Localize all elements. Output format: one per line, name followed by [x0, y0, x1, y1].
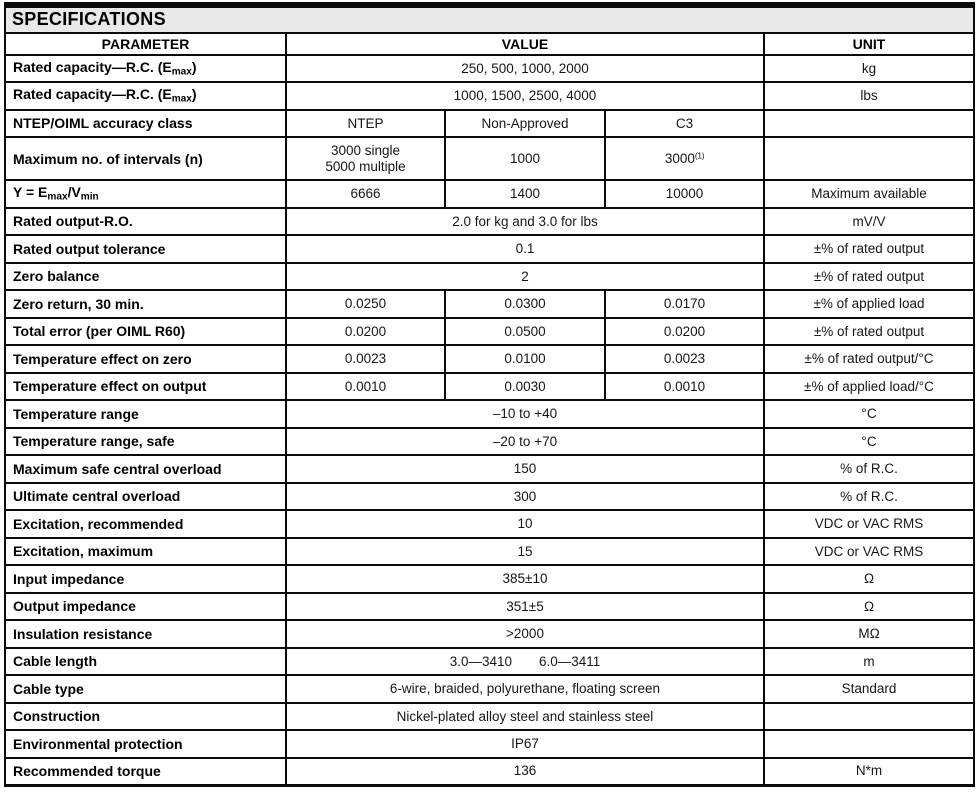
- unit-cell: ±% of applied load/°C: [764, 373, 974, 401]
- parameter-cell: Maximum safe central overload: [5, 455, 286, 483]
- parameter-cell: Maximum no. of intervals (n): [5, 137, 286, 180]
- unit-cell: Standard: [764, 675, 974, 703]
- parameter-label-mid: /V: [67, 184, 81, 201]
- value-cell: 300: [286, 483, 764, 511]
- unit-cell: kg: [764, 55, 974, 83]
- unit-cell: VDC or VAC RMS: [764, 538, 974, 566]
- spec-row-environmental-protection: [5, 730, 974, 758]
- value-cell: 2: [286, 263, 764, 291]
- value-cell: 1000, 1500, 2500, 4000: [286, 82, 764, 110]
- value-cell: 385±10: [286, 565, 764, 593]
- parameter-cell: Total error (per OIML R60): [5, 318, 286, 346]
- unit-cell: % of R.C.: [764, 455, 974, 483]
- spec-row-temp-range: [5, 400, 974, 428]
- column-header-row: [5, 33, 974, 55]
- spec-row-accuracy-class: [5, 110, 974, 138]
- parameter-label: Rated capacity—R.C. (E: [13, 86, 172, 103]
- spec-row-output-tolerance: [5, 235, 974, 263]
- spec-row-zero-balance: [5, 263, 974, 291]
- parameter-subscript: max: [47, 191, 68, 203]
- value-cell: IP67: [286, 730, 764, 758]
- parameter-cell: Cable type: [5, 675, 286, 703]
- table-title: SPECIFICATIONS: [5, 5, 974, 33]
- spec-row-cable-type: [5, 675, 974, 703]
- spec-row-insulation-resistance: [5, 620, 974, 648]
- value-text: 3000: [664, 150, 695, 166]
- value-cell: 6-wire, braided, polyurethane, floating screen: [286, 675, 764, 703]
- spec-row-excitation-recommended: [5, 510, 974, 538]
- parameter-cell: Excitation, recommended: [5, 510, 286, 538]
- spec-row-cable-length: [5, 648, 974, 676]
- spec-row-rated-capacity-kg: [5, 55, 974, 83]
- parameter-cell: Temperature effect on output: [5, 373, 286, 401]
- value-cell: –10 to +40: [286, 400, 764, 428]
- value-cell: >2000: [286, 620, 764, 648]
- parameter-cell: Zero balance: [5, 263, 286, 291]
- spec-row-safe-overload: [5, 455, 974, 483]
- parameter-subscript: max: [171, 66, 192, 78]
- parameter-cell: Rated output tolerance: [5, 235, 286, 263]
- value-cell: 351±5: [286, 593, 764, 621]
- parameter-cell: Input impedance: [5, 565, 286, 593]
- spec-row-total-error: [5, 318, 974, 346]
- parameter-cell: NTEP/OIML accuracy class: [5, 110, 286, 138]
- parameter-label: Rated capacity—R.C. (E: [13, 58, 172, 75]
- unit-cell: lbs: [764, 82, 974, 110]
- value-cell: 150: [286, 455, 764, 483]
- unit-cell: m: [764, 648, 974, 676]
- unit-cell: ±% of rated output: [764, 263, 974, 291]
- spec-row-input-impedance: [5, 565, 974, 593]
- spec-row-zero-return: [5, 290, 974, 318]
- value-cell: [286, 137, 445, 180]
- value-cell: Non-Approved: [445, 110, 605, 138]
- spec-row-temp-effect-output: [5, 373, 974, 401]
- parameter-cell: Construction: [5, 703, 286, 731]
- parameter-cell: Temperature range, safe: [5, 428, 286, 456]
- unit-cell: MΩ: [764, 620, 974, 648]
- value-cell: 6666: [286, 180, 445, 208]
- parameter-cell: Zero return, 30 min.: [5, 290, 286, 318]
- spec-row-temp-effect-zero: [5, 345, 974, 373]
- parameter-subscript: max: [171, 93, 192, 105]
- column-header-unit: UNIT: [764, 33, 974, 55]
- value-cell: 1400: [445, 180, 605, 208]
- value-cell: 0.0500: [445, 318, 605, 346]
- unit-cell: N*m: [764, 758, 974, 786]
- unit-cell: mV/V: [764, 208, 974, 236]
- column-header-parameter: PARAMETER: [5, 33, 286, 55]
- value-cell: 3.0—3410 6.0—3411: [286, 648, 764, 676]
- parameter-label-suffix: ): [191, 86, 197, 103]
- value-cell: 0.0200: [605, 318, 764, 346]
- parameter-cell: Environmental protection: [5, 730, 286, 758]
- unit-cell: [764, 137, 974, 180]
- unit-cell: % of R.C.: [764, 483, 974, 511]
- unit-cell: [764, 110, 974, 138]
- value-line: 3000 single: [330, 143, 401, 159]
- unit-cell: Maximum available: [764, 180, 974, 208]
- parameter-cell: Output impedance: [5, 593, 286, 621]
- value-cell: Nickel-plated alloy steel and stainless steel: [286, 703, 764, 731]
- spec-row-recommended-torque: [5, 758, 974, 786]
- unit-cell: Ω: [764, 593, 974, 621]
- parameter-cell: Ultimate central overload: [5, 483, 286, 511]
- value-cell: 0.0010: [286, 373, 445, 401]
- spec-row-output-impedance: [5, 593, 974, 621]
- value-cell: 136: [286, 758, 764, 786]
- parameter-cell: [5, 180, 286, 208]
- parameter-cell: [5, 82, 286, 110]
- value-cell: 0.0250: [286, 290, 445, 318]
- value-cell: 0.0030: [445, 373, 605, 401]
- value-line: 5000 multiple: [325, 158, 406, 174]
- column-header-value: VALUE: [286, 33, 764, 55]
- value-cell: 0.0023: [605, 345, 764, 373]
- unit-cell: ±% of rated output/°C: [764, 345, 974, 373]
- parameter-cell: Temperature effect on zero: [5, 345, 286, 373]
- spec-row-max-intervals: [5, 137, 974, 180]
- unit-cell: [764, 730, 974, 758]
- spec-row-excitation-maximum: [5, 538, 974, 566]
- spec-row-y-ratio: [5, 180, 974, 208]
- spec-row-rated-capacity-lbs: [5, 82, 974, 110]
- parameter-cell: [5, 55, 286, 83]
- spec-row-construction: [5, 703, 974, 731]
- parameter-cell: Excitation, maximum: [5, 538, 286, 566]
- value-cell: 2.0 for kg and 3.0 for lbs: [286, 208, 764, 236]
- unit-cell: °C: [764, 428, 974, 456]
- value-cell: NTEP: [286, 110, 445, 138]
- parameter-label-suffix: ): [191, 58, 197, 75]
- table-title-row: [5, 5, 974, 33]
- value-cell: 0.0023: [286, 345, 445, 373]
- footnote-marker: (1): [694, 150, 705, 161]
- parameter-cell: Rated output-R.O.: [5, 208, 286, 236]
- value-cell: 15: [286, 538, 764, 566]
- spec-row-ultimate-overload: [5, 483, 974, 511]
- value-cell: 250, 500, 1000, 2000: [286, 55, 764, 83]
- parameter-label: Y = E: [13, 184, 48, 201]
- unit-cell: °C: [764, 400, 974, 428]
- value-cell: 0.0010: [605, 373, 764, 401]
- parameter-cell: Recommended torque: [5, 758, 286, 786]
- unit-cell: [764, 703, 974, 731]
- value-cell: C3: [605, 110, 764, 138]
- parameter-cell: Temperature range: [5, 400, 286, 428]
- unit-cell: ±% of applied load: [764, 290, 974, 318]
- spec-row-temp-range-safe: [5, 428, 974, 456]
- specifications-table: [4, 2, 975, 787]
- value-cell: 0.0200: [286, 318, 445, 346]
- value-cell: 10000: [605, 180, 764, 208]
- unit-cell: Ω: [764, 565, 974, 593]
- value-cell: [605, 137, 764, 180]
- parameter-subscript: min: [80, 191, 99, 203]
- value-cell: 0.0100: [445, 345, 605, 373]
- parameter-cell: Cable length: [5, 648, 286, 676]
- value-cell: 0.1: [286, 235, 764, 263]
- value-cell: 1000: [445, 137, 605, 180]
- value-cell: –20 to +70: [286, 428, 764, 456]
- unit-cell: VDC or VAC RMS: [764, 510, 974, 538]
- unit-cell: ±% of rated output: [764, 235, 974, 263]
- value-cell: 0.0300: [445, 290, 605, 318]
- parameter-cell: Insulation resistance: [5, 620, 286, 648]
- value-cell: 0.0170: [605, 290, 764, 318]
- unit-cell: ±% of rated output: [764, 318, 974, 346]
- value-cell: 10: [286, 510, 764, 538]
- spec-row-rated-output: [5, 208, 974, 236]
